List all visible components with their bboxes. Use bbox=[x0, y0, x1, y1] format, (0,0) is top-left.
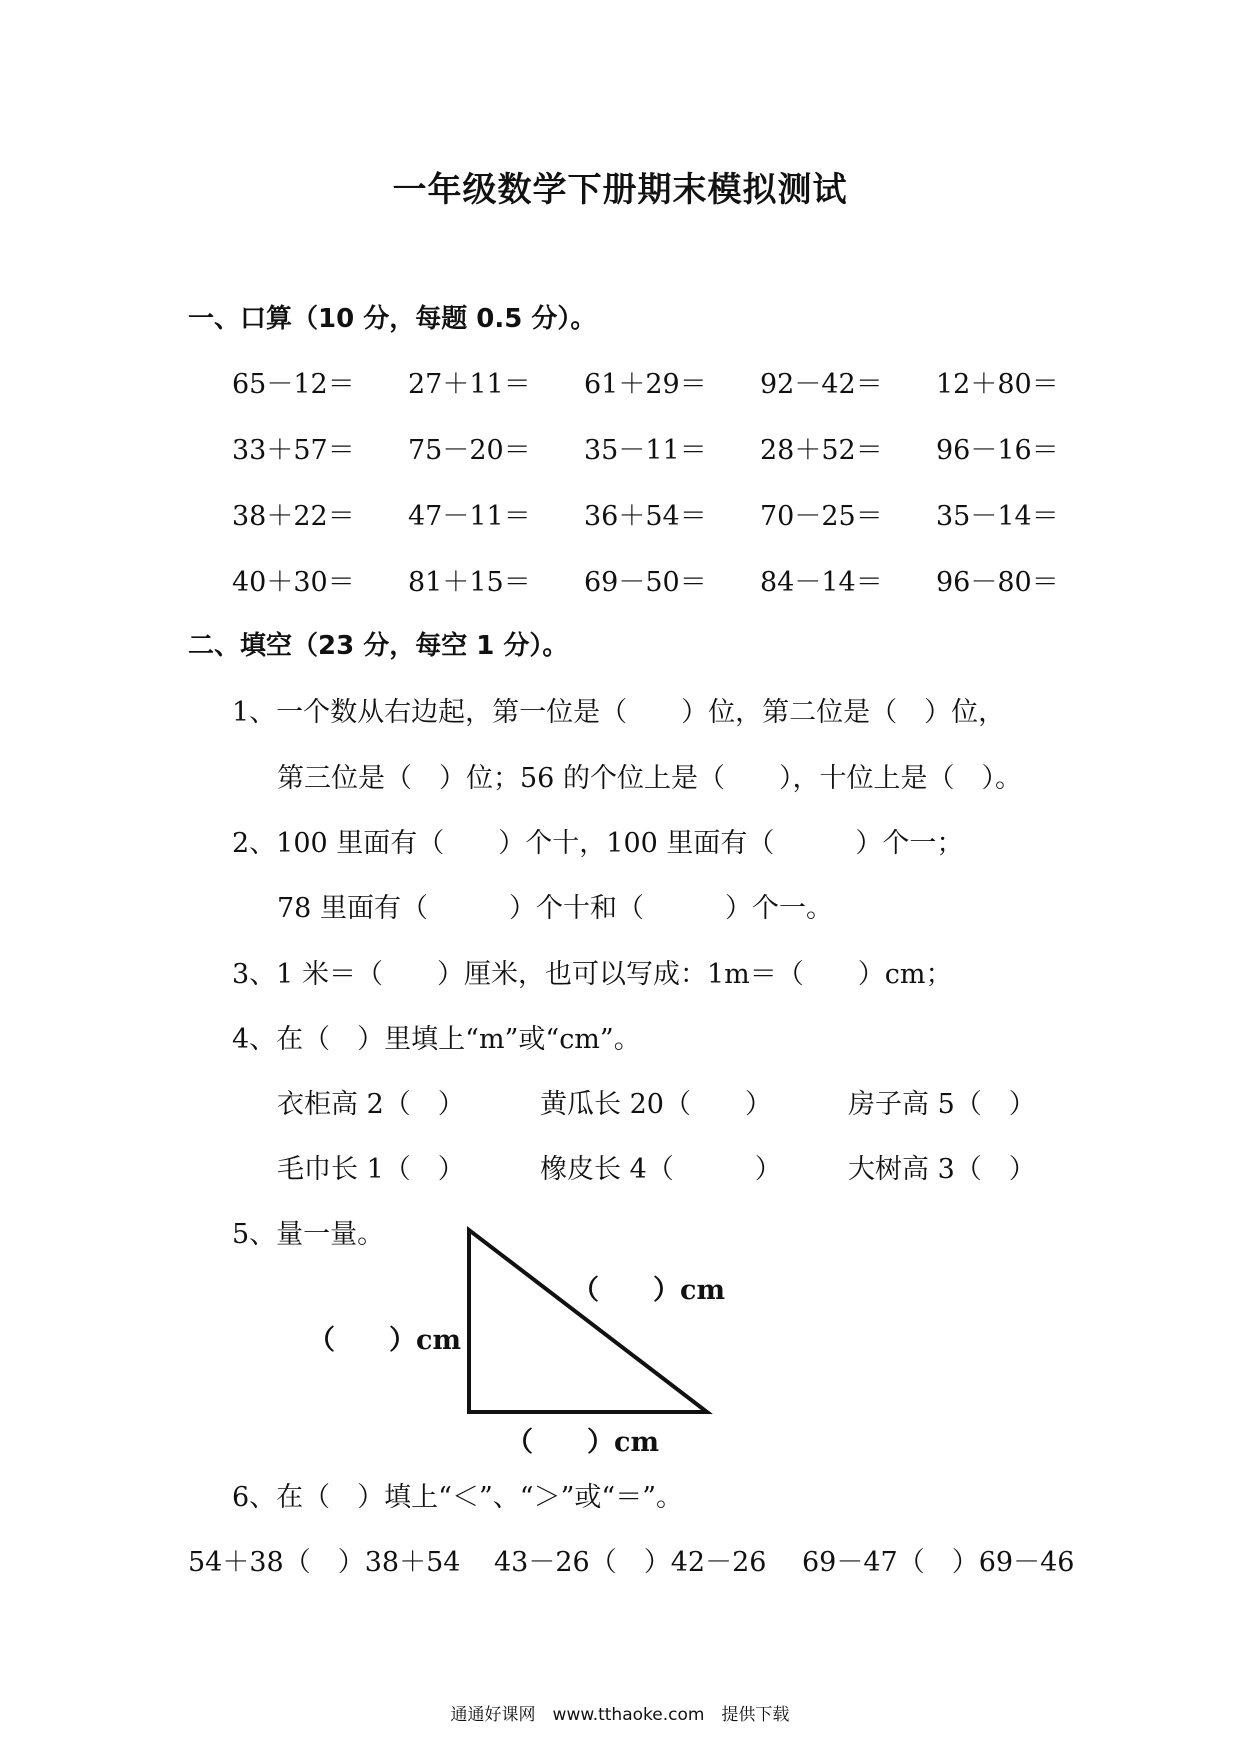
calc-item: 69－50＝ bbox=[584, 567, 707, 598]
calc-item: 92－42＝ bbox=[760, 369, 883, 400]
question-1-line-1: 1、一个数从右边起，第一位是（ ）位，第二位是（ ）位， bbox=[232, 697, 1006, 728]
unit-blank-item: 毛巾长 1（ ） bbox=[277, 1154, 465, 1185]
calc-item: 12＋80＝ bbox=[936, 369, 1059, 400]
compare-item: 69－47（ ）69－46 bbox=[802, 1547, 1075, 1578]
left-side-length-blank: （ ）cm bbox=[308, 1325, 462, 1356]
unit-blank-item: 黄瓜长 20（ ） bbox=[540, 1089, 772, 1120]
bottom-side-length-blank: （ ）cm bbox=[506, 1427, 660, 1458]
unit-blank-item: 橡皮长 4（ ） bbox=[540, 1154, 782, 1185]
section-heading-mental-math: 一、口算（10 分，每题 0.5 分）。 bbox=[188, 304, 597, 334]
compare-item: 43－26（ ）42－26 bbox=[494, 1547, 767, 1578]
calc-item: 27＋11＝ bbox=[408, 369, 531, 400]
compare-item: 54＋38（ ）38＋54 bbox=[188, 1547, 461, 1578]
calc-item: 38＋22＝ bbox=[232, 501, 355, 532]
question-4-prompt: 4、在（ ）里填上“m”或“cm”。 bbox=[232, 1024, 641, 1055]
unit-blank-item: 大树高 3（ ） bbox=[848, 1154, 1036, 1185]
question-3: 3、1 米＝（ ）厘米，也可以写成：1m＝（ ）cm； bbox=[232, 959, 953, 990]
page-title: 一年级数学下册期末模拟测试 bbox=[392, 170, 848, 210]
section-heading-fill-blanks: 二、填空（23 分，每空 1 分）。 bbox=[188, 631, 569, 661]
hypotenuse-length-blank: （ ）cm bbox=[572, 1275, 726, 1306]
calc-item: 84－14＝ bbox=[760, 567, 883, 598]
calc-item: 65－12＝ bbox=[232, 369, 355, 400]
calc-item: 35－11＝ bbox=[584, 435, 707, 466]
question-2-line-1: 2、100 里面有（ ）个十，100 里面有（ ）个一； bbox=[232, 828, 964, 859]
question-2-line-2: 78 里面有（ ）个十和（ ）个一。 bbox=[277, 893, 833, 924]
calc-item: 96－16＝ bbox=[936, 435, 1059, 466]
calc-item: 81＋15＝ bbox=[408, 567, 531, 598]
calc-item: 75－20＝ bbox=[408, 435, 531, 466]
page-footer: 通通好课网 www.tthaoke.com 提供下载 bbox=[450, 1705, 790, 1725]
calc-item: 33＋57＝ bbox=[232, 435, 355, 466]
question-5-prompt: 5、量一量。 bbox=[232, 1219, 385, 1250]
calc-item: 61＋29＝ bbox=[584, 369, 707, 400]
calc-item: 36＋54＝ bbox=[584, 501, 707, 532]
calc-item: 35－14＝ bbox=[936, 501, 1059, 532]
unit-blank-item: 衣柜高 2（ ） bbox=[277, 1089, 465, 1120]
calc-item: 70－25＝ bbox=[760, 501, 883, 532]
calc-item: 40＋30＝ bbox=[232, 567, 355, 598]
unit-blank-item: 房子高 5（ ） bbox=[848, 1089, 1036, 1120]
calc-item: 96－80＝ bbox=[936, 567, 1059, 598]
calc-item: 28＋52＝ bbox=[760, 435, 883, 466]
question-1-line-2: 第三位是（ ）位；56 的个位上是（ ），十位上是（ ）。 bbox=[277, 763, 1022, 794]
question-6-prompt: 6、在（ ）填上“＜”、“＞”或“＝”。 bbox=[232, 1482, 683, 1513]
calc-item: 47－11＝ bbox=[408, 501, 531, 532]
